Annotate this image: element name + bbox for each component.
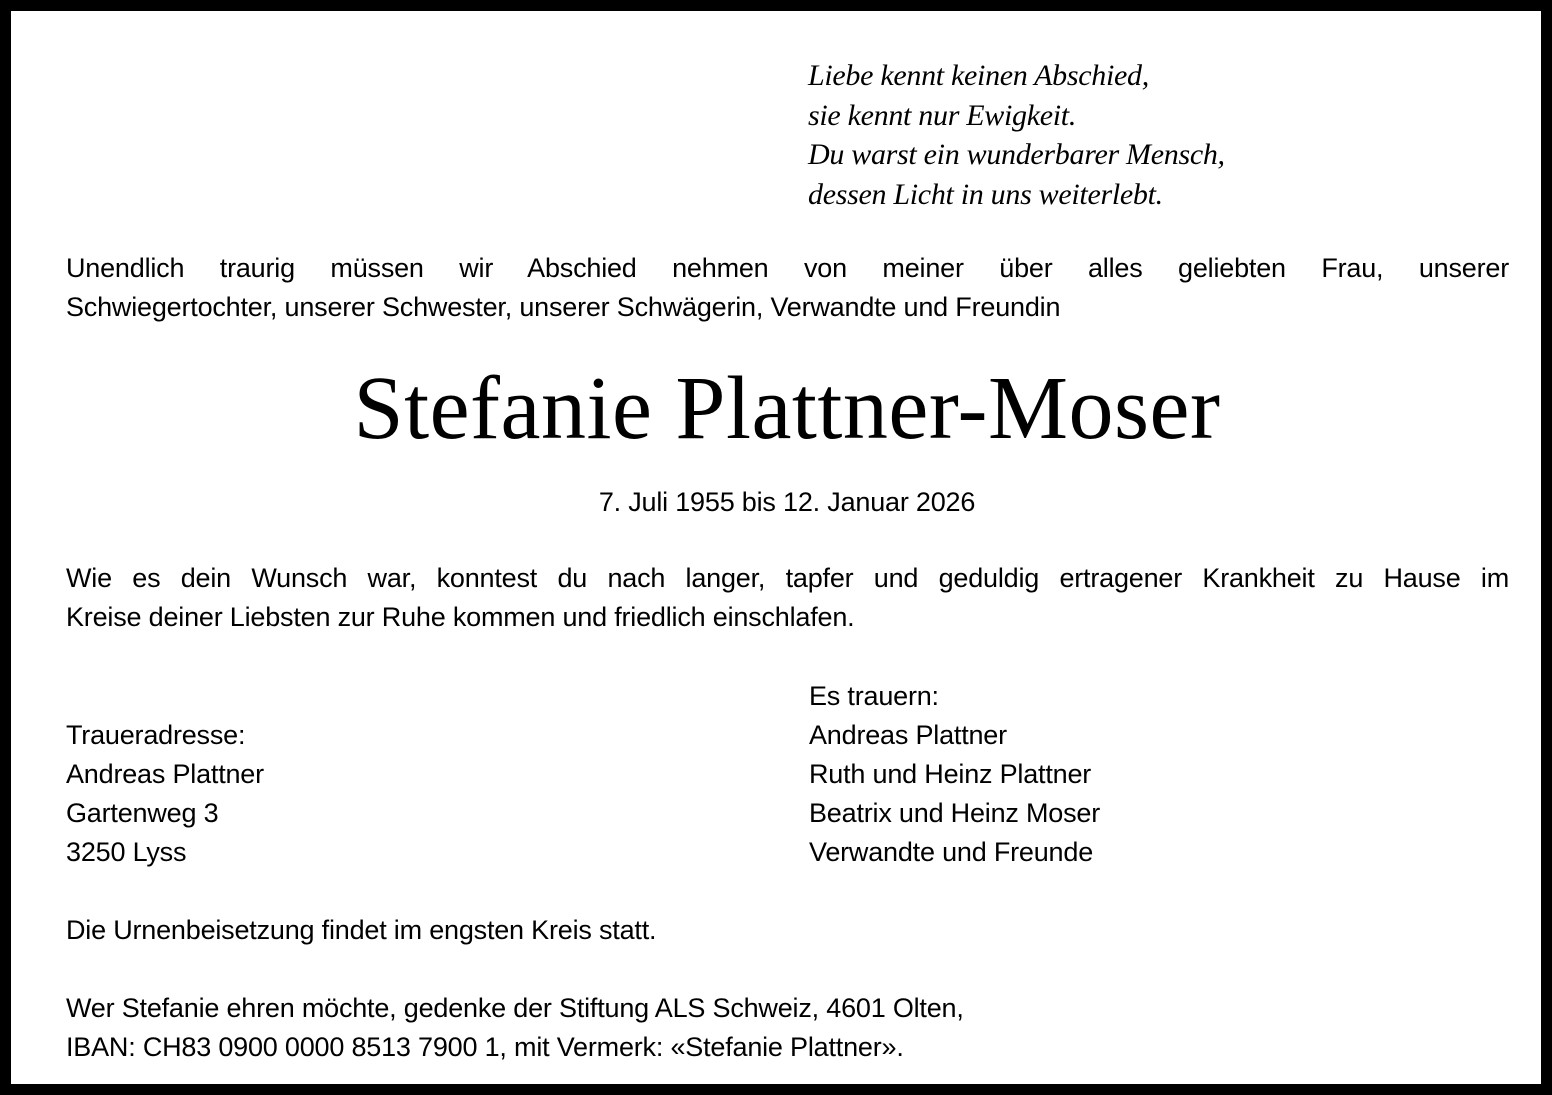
- mourner-entry: Verwandte und Freunde: [809, 837, 1094, 867]
- address-street: Gartenweg 3: [66, 798, 219, 828]
- mourners-list: [809, 677, 1100, 872]
- donation-iban-line: IBAN: CH83 0900 0000 8513 7900 1, mit Vermerk: «Stefanie Plattner».: [66, 1032, 904, 1062]
- deceased-name: Stefanie Plattner-Moser: [353, 359, 1221, 458]
- life-dates: 7. Juli 1955 bis 12. Januar 2026: [598, 487, 976, 517]
- intro-paragraph: [66, 249, 1509, 327]
- wish-paragraph: [66, 559, 1509, 637]
- mourner-entry: Ruth und Heinz Plattner: [809, 759, 1092, 789]
- poem-line: Liebe kennt keinen Abschied,: [808, 59, 1149, 92]
- mourner-entry: Andreas Plattner: [809, 720, 1007, 750]
- address-heading: Traueradresse:: [66, 720, 246, 750]
- poem-line: dessen Licht in uns weiterlebt.: [808, 177, 1163, 211]
- burial-note: Die Urnenbeisetzung findet im engsten Kreis statt.: [66, 915, 657, 945]
- mourning-address: [66, 716, 264, 872]
- memorial-poem: [808, 56, 1508, 214]
- donation-line: Wer Stefanie ehren möchte, gedenke der Stiftung ALS Schweiz, 4601 Olten,: [66, 993, 964, 1023]
- poem-line: sie kennt nur Ewigkeit.: [808, 98, 1077, 132]
- poem-line: Du warst ein wunderbarer Mensch,: [808, 138, 1225, 171]
- wish-line: Wie es dein Wunsch war, konntest du nach langer, tapfer und geduldig ertragener Krankheit zu Hause im: [66, 563, 1509, 593]
- mourner-entry: Beatrix und Heinz Moser: [809, 798, 1101, 828]
- intro-line: Unendlich traurig müssen wir Abschied nehmen von meiner über alles geliebten Frau, unserer: [66, 253, 1509, 283]
- intro-line: Schwiegertochter, unserer Schwester, unserer Schwägerin, Verwandte und Freundin: [66, 292, 1061, 322]
- address-city: 3250 Lyss: [66, 837, 187, 867]
- donation-note: [66, 989, 964, 1067]
- address-name: Andreas Plattner: [66, 759, 264, 789]
- wish-line: Kreise deiner Liebsten zur Ruhe kommen und friedlich einschlafen.: [66, 602, 855, 632]
- mourners-heading: Es trauern:: [809, 681, 939, 711]
